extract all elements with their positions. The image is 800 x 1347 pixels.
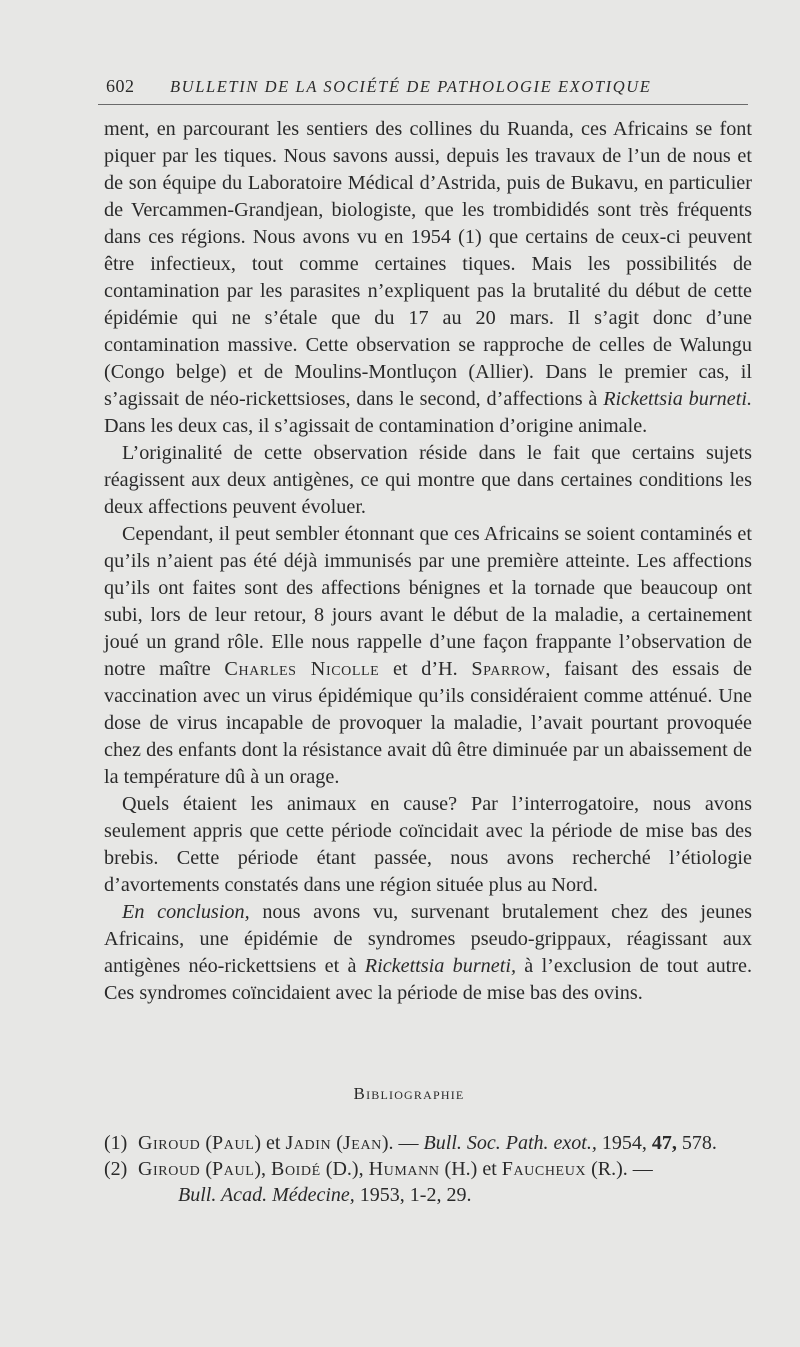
reference-number: (2) (104, 1158, 128, 1180)
reference-author-initial: D. (332, 1158, 352, 1180)
reference-number: (1) (104, 1132, 128, 1154)
reference-2 (104, 1156, 752, 1182)
reference-author-first: Paul (212, 1132, 255, 1154)
bibliography-heading: Bibliographie (353, 1084, 465, 1103)
reference-author: Giroud (138, 1132, 201, 1154)
paragraph-1 (104, 116, 752, 440)
reference-conjunction: et (261, 1132, 286, 1154)
paragraph-5 (104, 899, 752, 1007)
paragraph-2: L’originalité de cette observation réside dans le fait que certains sujets réagissent aux deux antigènes, ce qui montre que dans certaines conditions les deux affections peuvent évoluer. (104, 442, 752, 518)
reference-author-first: Jean (342, 1132, 382, 1154)
reference-text: Giroud (Paul), Boidé (D.), Humann (H.) et Faucheux (R.). — (138, 1158, 653, 1180)
species-name-italic-2: Rickettsia burneti, (364, 955, 517, 977)
article-body (104, 116, 752, 1007)
reference-author-initial: R. (597, 1158, 617, 1180)
paragraph-3-text-b: , faisant des essais de vaccination avec un virus épidémique qu’ils considéraient comme atténué. Une dose de virus incapable de provoquer la maladie, l’avait pourtant provoquée chez des enfants dont la résistance avait dû être diminuée par un abaissement de la température dû à un orage. (104, 658, 753, 788)
reference-2-continuation (104, 1182, 752, 1208)
paragraph-3 (104, 521, 752, 791)
author-name-sparrow: Sparrow (471, 658, 546, 680)
reference-text: Giroud (Paul) et Jadin (Jean). — Bull. Soc. Path. exot., 1954, 47, 578. (138, 1132, 717, 1154)
paragraph-1-text-b: Dans les deux cas, il s’agissait de contamination d’origine animale. (104, 415, 648, 437)
reference-volume: 47, (651, 1132, 677, 1154)
page-number: 602 (106, 76, 135, 96)
bibliography-list (104, 1130, 752, 1208)
paragraph-5-text-b: à l’exclusion de tout autre. Ces syndromes coïncidaient avec la période de mise bas des ovins. (104, 955, 752, 1004)
reference-year: 1954, (601, 1132, 647, 1154)
paragraph-3-text-a: Cependant, il peut sembler étonnant que ces Africains se soient contaminés et qu’ils n’aient pas été déjà immunisés par une première atteinte. Les affections qu’ils ont faites sont des affections bénignes et la tornade que beaucoup ont subi, lors de leur retour, 8 jours avant le début de la maladie, a certainement joué un grand rôle. Elle nous rappelle d’une façon frappante l’observation de notre maître (104, 523, 752, 680)
page-header (98, 76, 748, 102)
author-name-nicolle: Charles Nicolle (224, 658, 380, 680)
reference-1 (104, 1130, 752, 1156)
paragraph-4: Quels étaient les animaux en cause? Par l’interrogatoire, nous avons seulement appris que cette période coïncidait avec la période de mise bas des brebis. Cette période étant passée, nous avons recherché l’étiologie d’avortements constatés dans une région située plus au Nord. (104, 793, 752, 896)
reference-author: Giroud (138, 1158, 201, 1180)
reference-issue: 1-2, (409, 1184, 442, 1206)
reference-journal: Bull. Soc. Path. exot., (423, 1132, 597, 1154)
reference-year: 1953, (359, 1184, 405, 1206)
species-name-italic: Rickettsia burneti. (603, 388, 752, 410)
paragraph-5-text-a: nous avons vu, survenant brutalement chez des jeunes Africains, une épidémie de syndromes pseudo-grippaux, réagissant aux antigènes néo-rickettsiens et à (104, 901, 753, 977)
reference-author: Faucheux (501, 1158, 587, 1180)
reference-author-first: Paul (212, 1158, 255, 1180)
conclusion-lead: En conclusion, (122, 901, 250, 923)
reference-pages: 29. (446, 1184, 472, 1206)
reference-pages: 578. (681, 1132, 717, 1154)
running-title: BULLETIN DE LA SOCIÉTÉ DE PATHOLOGIE EXOTIQUE (170, 77, 652, 96)
reference-author: Jadin (285, 1132, 332, 1154)
reference-journal: Bull. Acad. Médecine, (178, 1184, 355, 1206)
header-rule (98, 104, 748, 105)
paragraph-1-text-a: ment, en parcourant les sentiers des collines du Ruanda, ces Africains se font piquer par les tiques. Nous savons aussi, depuis les travaux de l’un de nous et de son équipe du Laboratoire Médical d’Astrida, puis de Bukavu, en particulier de Vercammen-Grandjean, biologiste, que les trombididés sont très fréquents dans ces régions. Nous avons vu en 1954 (1) que certains de ceux-ci peuvent être infectieux, tout comme certaines tiques. Mais les possibilités de contamination par les parasites n’expliquent pas la brutalité du début de cette épidémie qui ne s’étale que du 17 au 20 mars. Il s’agit donc d’une contamination massive. Cette observation se rapproche de celles de Walungu (Congo belge) et de Moulins-Montluçon (Allier). Dans le premier cas, il s’agissait de néo-rickettsioses, dans le second, d’affections à (104, 118, 752, 410)
paragraph-3-text-mid: et d’H. (379, 658, 472, 680)
reference-author-initial: H. (451, 1158, 471, 1180)
reference-author: Humann (368, 1158, 440, 1180)
reference-author: Boidé (271, 1158, 321, 1180)
